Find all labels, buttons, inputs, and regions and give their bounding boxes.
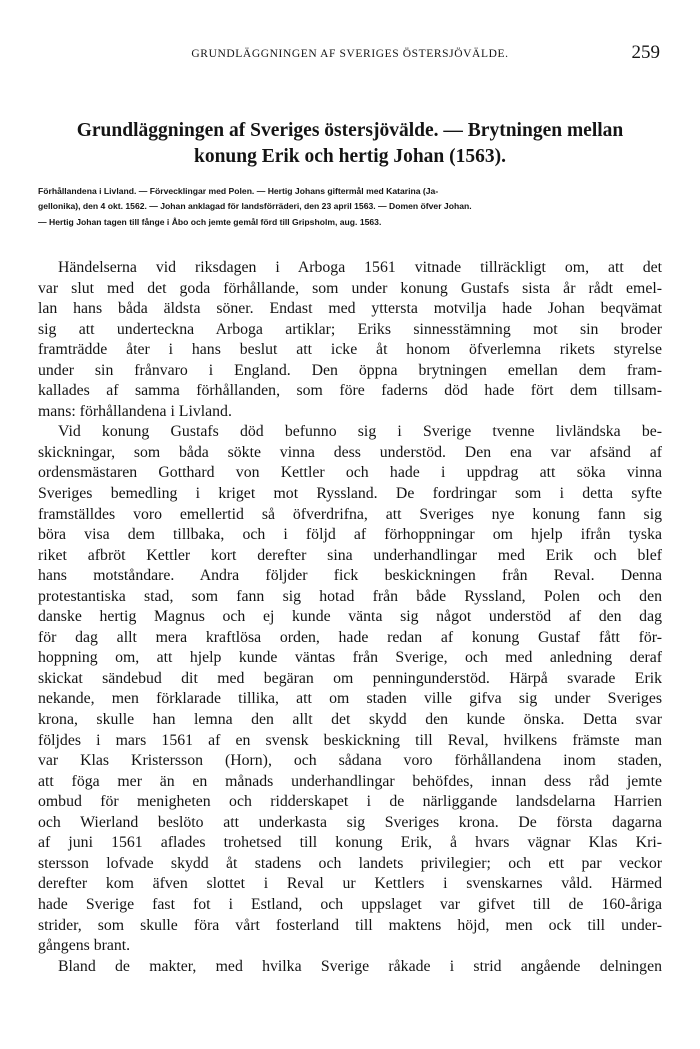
text-line: Sveriges bemedling i kriget mot Ryssland. De fordringar som i detta syfte	[38, 485, 662, 503]
chapter-summary	[38, 184, 662, 230]
text-line: hans motståndare. Andra följder fick beskickningen från Reval. Denna	[38, 567, 662, 585]
text-line: sig att underteckna Arboga artiklar; Eriks sinnesstämning mot sin broder	[38, 320, 662, 338]
text-line: protestantiska stad, som fann sig hotad från både Ryssland, Polen och den	[38, 587, 662, 605]
text-line: framträdde åter i hans beslut att icke åt honom öfverlemna rikets styrelse	[38, 341, 662, 359]
text-line: mans: förhållandena i Livland.	[38, 402, 232, 420]
text-line: att föga mer än en månads underhandlingar behöfdes, innan dess råd jemte	[38, 772, 662, 790]
text-line: skickningar, som båda sökte vinna dess understöd. Den ena var afsänd af	[38, 443, 662, 461]
text-line: stersson lofvade skydd åt stadens och landets privilegier; och ett par veckor	[38, 854, 662, 872]
text-line: ombud för menigheten och ridderskapet i de närliggande landsdelarna Harrien	[38, 793, 662, 811]
text-line: framställdes voro emellertid så öfverdrifna, att Sveriges nye konung fann sig	[38, 505, 662, 523]
page-number: 259	[631, 42, 660, 63]
text-line: lan hans båda äldsta söner. Endast med yttersta motvilja hade Johan beqvämat	[38, 300, 662, 318]
paragraph	[38, 258, 662, 422]
text-line: ordensmästaren Gotthard von Kettler och hade i uppdrag att söka vinna	[38, 464, 662, 482]
paragraph	[38, 957, 662, 978]
text-line: under sin frånvaro i England. Den öppna brytningen emellan dem fram-	[38, 361, 662, 379]
chapter-title-line: Grundläggningen af Sveriges östersjövälde. — Brytningen mellan	[76, 120, 624, 141]
summary-line: — Hertig Johan tagen till fånge i Åbo och jemte gemål förd till Gripsholm, aug. 1563.	[38, 216, 382, 227]
page-header	[40, 38, 660, 68]
text-line: gångens brant.	[38, 937, 131, 955]
text-line: var slut med det goda förhållande, som under konung Gustafs sista år rådt emel-	[38, 279, 662, 297]
text-line: danske hertig Magnus och ej kunde vänta sig något understöd af den dag	[38, 608, 662, 626]
running-title: GRUNDLÄGGNINGEN AF SVERIGES ÖSTERSJÖVÄLDE.	[191, 48, 509, 60]
text-line: Vid konung Gustafs död befunno sig i Sverige tvenne livländska be-	[58, 423, 662, 441]
text-line: hade Sverige fast fot i Estland, och uppslaget var gifvet till de 160-åriga	[38, 895, 662, 913]
text-line: för dag allt mera kraftlösa orden, hade redan af konung Gustaf fått för-	[38, 628, 662, 646]
text-line: nekande, men förklarade tillika, att om staden ville gifva sig under Sveriges	[38, 690, 662, 708]
text-line: kallades af samma förhållanden, som före faderns död hade fört dem tillsam-	[38, 382, 662, 400]
text-line: var Klas Kristersson (Horn), och sådana voro förhållandena inom staden,	[38, 752, 662, 770]
text-line: strider, som skulle föra vårt fosterland till maktens höjd, men ock till under-	[38, 916, 662, 934]
paragraph	[38, 422, 662, 956]
text-line: Händelserna vid riksdagen i Arboga 1561 vitnade tillräckligt om, att det	[58, 259, 662, 276]
text-line: derefter kom äfven slottet i Reval ur Kettlers i svenskarnes våld. Härmed	[38, 875, 662, 893]
text-line: följdes i mars 1561 af en svensk beskickning till Reval, hvilkens främste man	[38, 731, 662, 749]
body-text	[38, 258, 662, 977]
text-line: och Wierland beslöto att underkasta sig Sveriges krona. De första dagarna	[38, 813, 662, 831]
text-line: Bland de makter, med hvilka Sverige råkade i strid angående delningen	[58, 957, 662, 975]
chapter-title-line: konung Erik och hertig Johan (1563).	[193, 146, 507, 167]
summary-line: Förhållandena i Livland. — Förvecklingar med Polen. — Hertig Johans giftermål med Katarina (Ja-	[38, 186, 439, 196]
text-line: krona, skulle han lemna den allt det skydd den kunde önska. Detta svar	[38, 711, 662, 729]
chapter-title	[40, 118, 660, 170]
text-line: af juni 1561 aflades trohetsed till konung Erik, å hvars vägnar Klas Kri-	[38, 834, 662, 852]
text-line: böra visa dem tillbaka, och i följd af förhoppningar om hjelp ifrån tyska	[38, 526, 662, 544]
text-line: skickat sändebud dit med begäran om penningunderstöd. Härpå svarade Erik	[38, 669, 662, 687]
summary-line: gellonika), den 4 okt. 1562. — Johan anklagad för landsförräderi, den 23 april 1563. — Domen öfver Johan.	[38, 201, 472, 212]
text-line: riket afbröt Kettler kort derefter sina underhandlingar med Erik och blef	[38, 546, 662, 564]
text-line: hoppning om, att hjelp kunde väntas från Sverige, och med anledning deraf	[38, 649, 662, 667]
